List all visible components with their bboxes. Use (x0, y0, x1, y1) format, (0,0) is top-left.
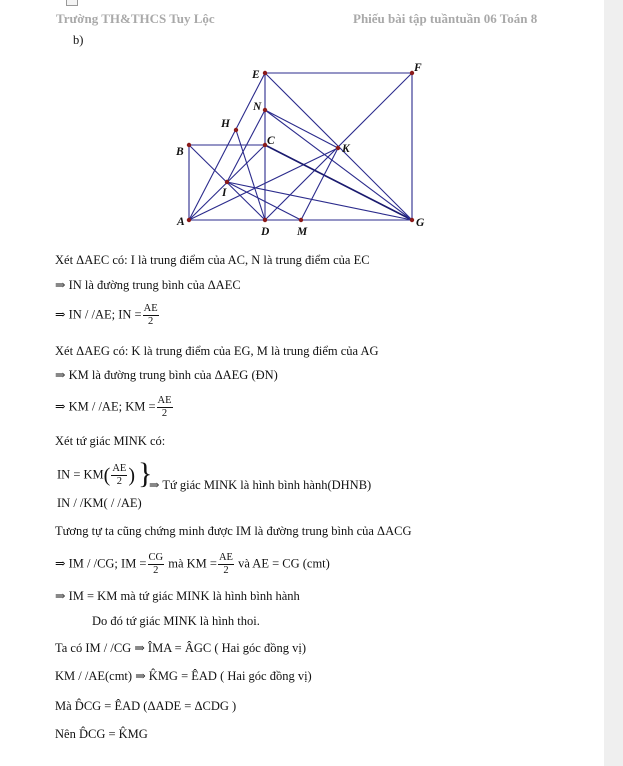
point-label-d: D (261, 226, 270, 238)
geometry-figure (0, 0, 604, 240)
fraction-cg-over-2 (148, 552, 165, 577)
line-11-b: mà KM = (168, 556, 217, 571)
line-12: ⇒ IM = KM mà tứ giác MINK là hình bình hành (55, 589, 300, 603)
line-13: Do đó tứ giác MINK là hình thoi. (92, 614, 260, 628)
line-16: Mà D̂CG = ÊAD (ΔADE = ΔCDG ) (55, 699, 237, 713)
line-15: KM / /AE(cmt) ⇒ K̂MG = ÊAD ( Hai góc đồng vị) (55, 669, 312, 683)
point-label-n: N (253, 101, 262, 113)
line-3 (55, 303, 160, 328)
line-17: Nên D̂CG = K̂MG (55, 727, 148, 741)
point-label-b: B (176, 146, 184, 158)
line-8: IN = KM( $\frac{AE}{2}$ ) (57, 463, 135, 487)
line-11 (55, 552, 330, 577)
line-9: IN / /KM( / /AE) (57, 496, 142, 510)
fraction-denominator: 2 (147, 316, 154, 327)
fraction-numerator: AE (143, 303, 158, 314)
line-4: Xét ΔAEG có: K là trung điểm của EG, M là trung điểm của AG (55, 344, 379, 358)
fraction-numerator: AE (112, 463, 127, 474)
point-label-m: M (297, 226, 308, 238)
line-11-c: và AE = CG (cmt) (238, 556, 330, 571)
fraction-numerator: AE (157, 395, 172, 406)
line-5: ⇒ KM là đường trung bình của ΔAEG (ĐN) (55, 368, 278, 382)
line-6 (55, 395, 174, 420)
window-right-gutter (604, 0, 623, 766)
fraction-denominator: 2 (153, 565, 159, 576)
line-8-text: IN = KM (57, 467, 104, 482)
line-8-conclusion: ⇒ Tứ giác MINK là hình bình hành(DHNB) (149, 478, 372, 492)
point-label-i: I (222, 187, 227, 199)
fraction-ae-over-2 (218, 552, 234, 577)
fraction-ae-over-2 (111, 463, 127, 488)
part-label: b) (73, 33, 84, 47)
line-1: Xét ΔAEC có: I là trung điểm của AC, N là trung điểm của EC (55, 253, 370, 267)
fraction-numerator: CG (148, 552, 164, 563)
fraction-ae-over-2 (143, 303, 159, 328)
figure-points (187, 71, 414, 222)
point-label-a: A (177, 216, 185, 228)
system-brace: } (138, 457, 153, 490)
point-label-e: E (252, 69, 260, 81)
point-label-g: G (416, 217, 425, 229)
line-11-a: ⇒ IM / /CG; IM = (55, 556, 147, 571)
line-2: ⇒ IN là đường trung bình của ΔAEC (55, 278, 241, 292)
header-sheet-title: Phiếu bài tập tuầntuần 06 Toán 8 (353, 11, 538, 26)
line-3-text: ⇒ IN / /AE; IN = (55, 307, 142, 322)
fraction-ae-over-2 (157, 395, 173, 420)
header-school: Trường TH&THCS Tuy Lộc (56, 11, 215, 26)
point-label-c: C (267, 135, 275, 147)
line-7: Xét tứ giác MINK có: (55, 434, 166, 448)
line-10: Tương tự ta cũng chứng minh được IM là đường trung bình của ΔACG (55, 524, 412, 538)
fraction-denominator: 2 (116, 476, 122, 487)
point-label-h: H (221, 118, 230, 130)
point-label-f: F (414, 62, 422, 74)
line-14: Ta có IM / /CG ⇒ ÎMA = ÂGC ( Hai góc đồng vị) (55, 641, 306, 655)
fraction-denominator: 2 (161, 408, 168, 419)
fraction-denominator: 2 (223, 565, 229, 576)
point-label-k: K (342, 143, 350, 155)
line-6-text: ⇒ KM / /AE; KM = (55, 399, 156, 414)
fraction-numerator: AE (218, 552, 233, 563)
